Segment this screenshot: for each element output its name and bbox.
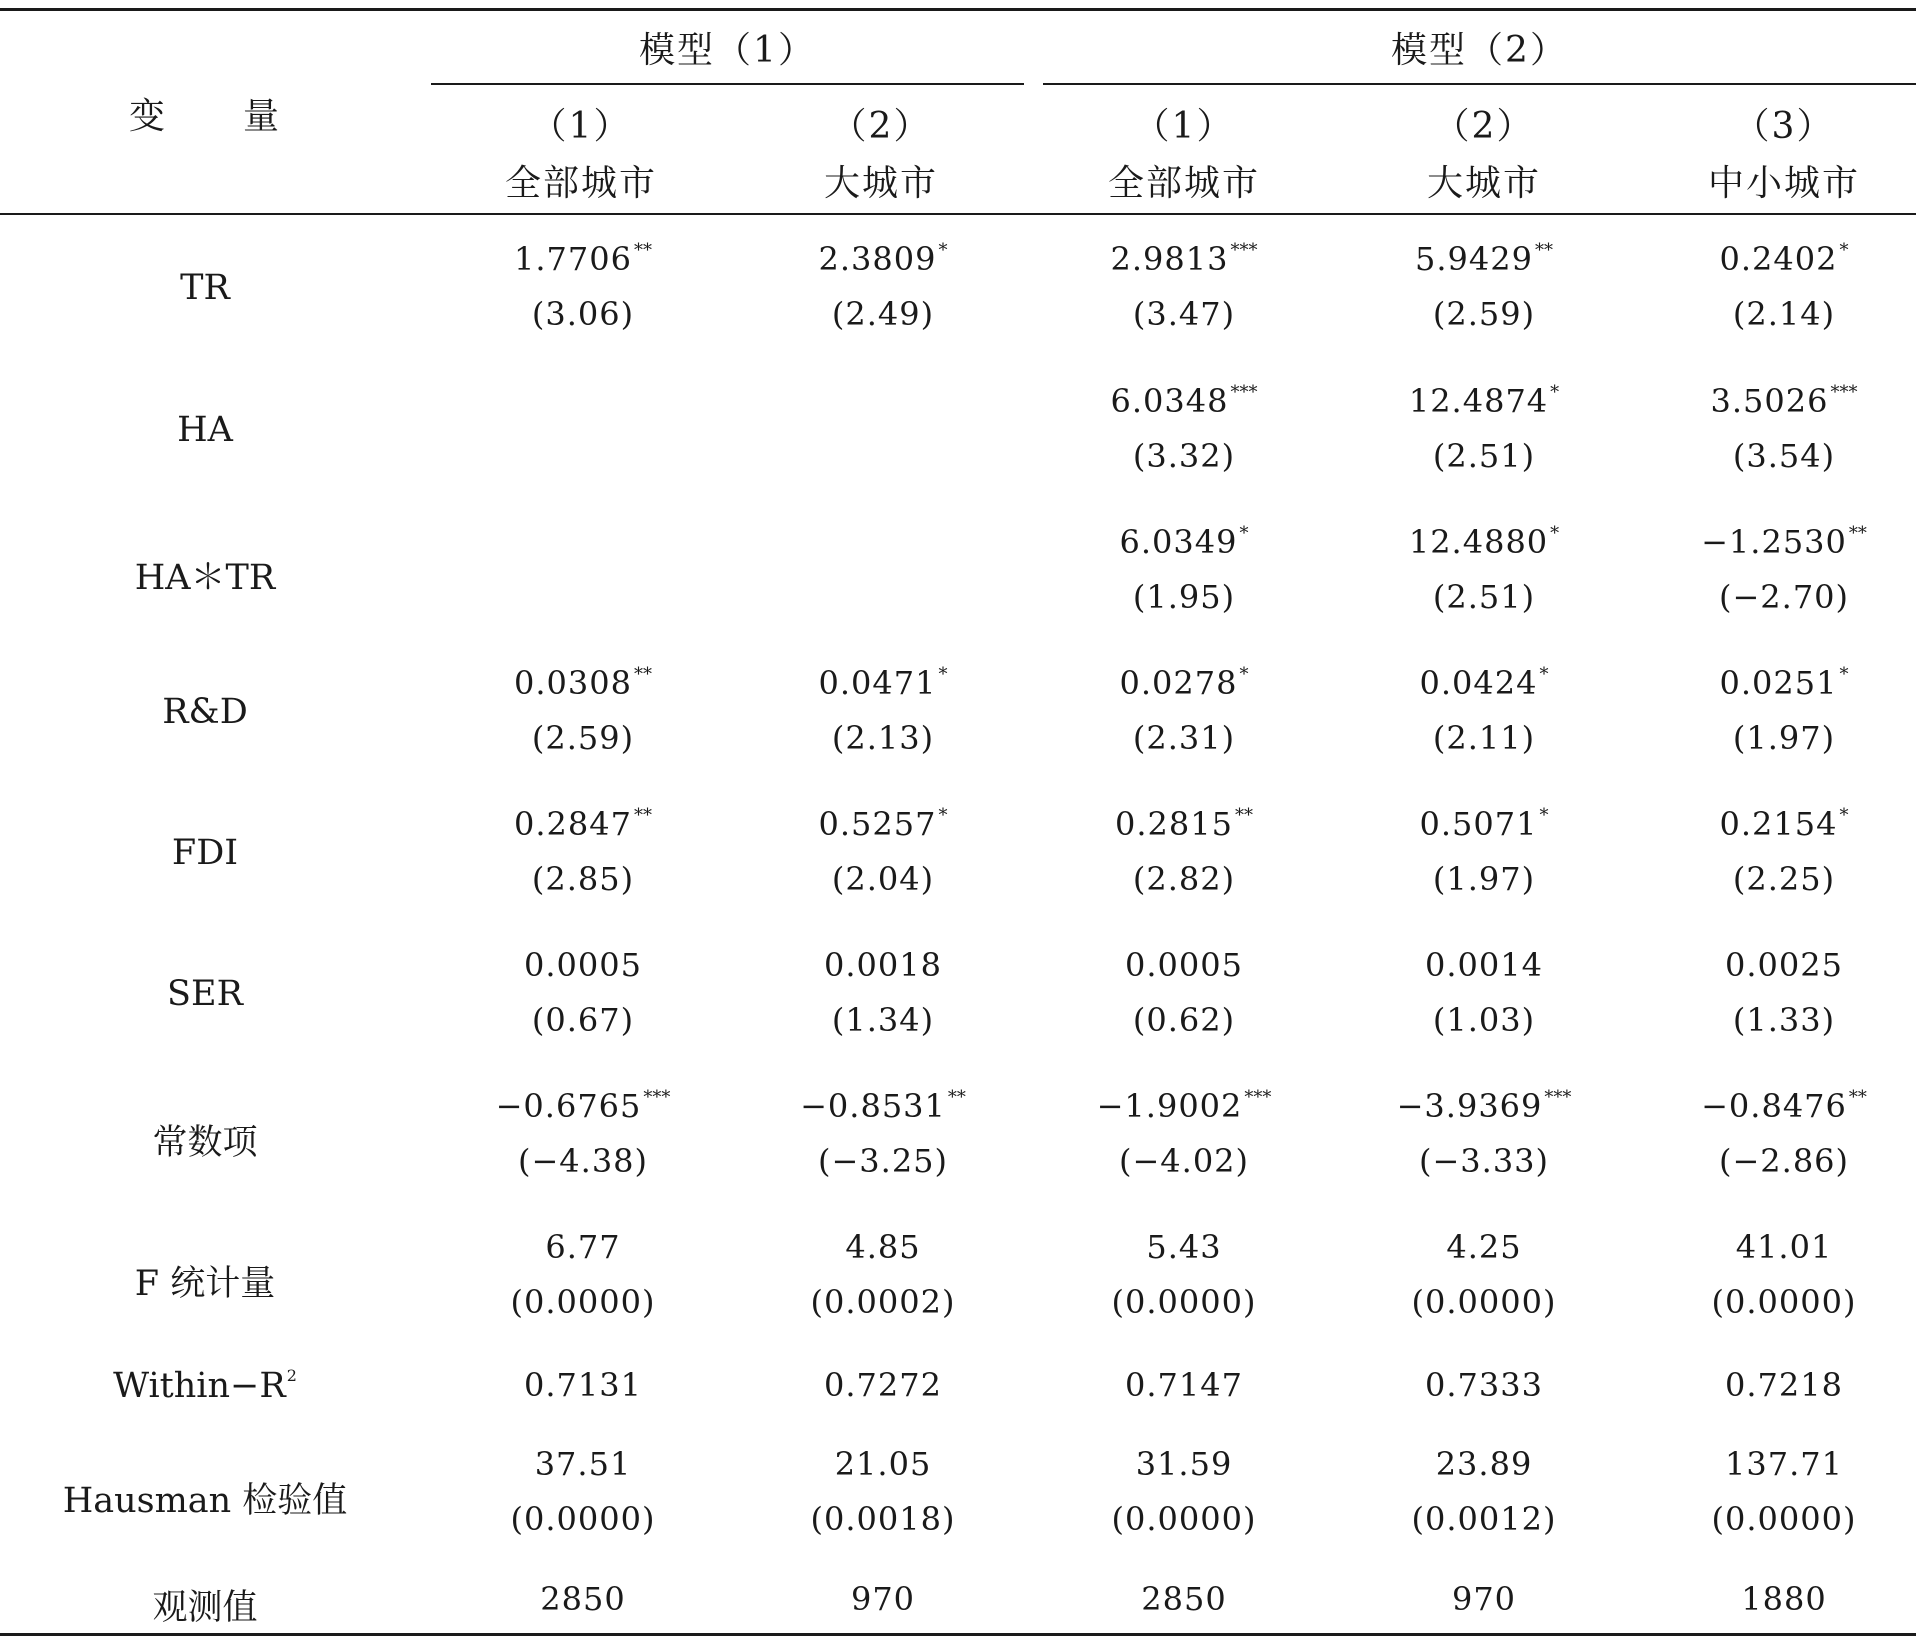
coefficient-number: 0.2847: [514, 805, 632, 843]
significance-stars: *: [1539, 664, 1549, 685]
column-name: 大城市: [1426, 163, 1541, 204]
coefficient-number: −3.9369: [1396, 1087, 1543, 1125]
coefficient-number: 0.7218: [1725, 1366, 1843, 1404]
coefficient-value: [733, 1580, 1033, 1618]
coefficient-value: [1634, 523, 1916, 561]
coefficient-value: [1334, 1580, 1634, 1618]
test-statistic: (2.04): [831, 860, 935, 898]
significance-stars: ***: [1830, 382, 1858, 403]
test-statistic: (0.0000): [1711, 1500, 1857, 1538]
coefficient-value: [1634, 1580, 1916, 1618]
test-statistic: (−3.25): [817, 1142, 949, 1180]
coefficient-value: [733, 1087, 1033, 1125]
column-number: （1）: [530, 106, 632, 147]
coefficient-number: −1.9002: [1096, 1087, 1243, 1125]
coefficient-value: [733, 240, 1033, 278]
coefficient-value: [1634, 805, 1916, 843]
coefficient-number: 1880: [1741, 1580, 1827, 1618]
coefficient-number: 4.25: [1446, 1228, 1522, 1266]
variable-name: HA: [177, 410, 233, 450]
test-statistic: (−3.33): [1418, 1142, 1550, 1180]
coefficient-value: [1634, 1087, 1916, 1125]
test-statistic: (1.97): [1432, 860, 1536, 898]
test-statistic: (3.32): [1132, 437, 1236, 475]
model-2-group-rule: [1043, 83, 1916, 85]
coefficient-number: 4.85: [845, 1228, 921, 1266]
test-statistic: (2.49): [831, 295, 935, 333]
coefficient-value: [733, 1366, 1033, 1404]
coefficient-value: [1034, 1087, 1334, 1125]
column-number: （3）: [1733, 106, 1835, 147]
coefficient-number: 0.2154: [1719, 805, 1838, 843]
significance-stars: ***: [643, 1087, 671, 1108]
coefficient-number: 0.0005: [524, 946, 642, 984]
coefficient-number: 137.71: [1725, 1445, 1843, 1483]
coefficient-value: [1334, 805, 1634, 843]
coefficient-number: 5.9429: [1415, 240, 1533, 278]
variable-label: [0, 268, 410, 308]
coefficient-value: [1034, 1580, 1334, 1618]
test-statistic: (0.0000): [1411, 1283, 1557, 1321]
coefficient-number: −0.8476: [1701, 1087, 1847, 1125]
coefficient-number: 2850: [540, 1580, 626, 1618]
coefficient-value: [733, 946, 1033, 984]
significance-stars: *: [938, 240, 948, 261]
test-statistic: (2.14): [1732, 295, 1836, 333]
coefficient-number: 970: [1451, 1580, 1517, 1618]
test-statistic: (3.06): [531, 295, 635, 333]
test-statistic: (2.11): [1432, 719, 1536, 757]
coefficient-number: 0.7131: [524, 1366, 642, 1404]
coefficient-value: [1634, 382, 1916, 420]
variable-name: TR: [180, 268, 230, 308]
significance-stars: *: [1839, 664, 1849, 685]
variable-name: F 统计量: [134, 1264, 276, 1304]
coefficient-number: 0.2815: [1115, 805, 1233, 843]
test-statistic: (2.59): [531, 719, 635, 757]
coefficient-value: [433, 1445, 733, 1483]
coefficient-number: 2.3809: [818, 240, 937, 278]
significance-stars: *: [1239, 664, 1249, 685]
coefficient-number: 5.43: [1146, 1228, 1222, 1266]
coefficient-number: 2.9813: [1110, 240, 1229, 278]
coefficient-number: 0.5257: [818, 805, 937, 843]
coefficient-number: 970: [850, 1580, 916, 1618]
coefficient-value: [733, 664, 1033, 702]
coefficient-value: [1034, 523, 1334, 561]
coefficient-value: [1334, 1445, 1634, 1483]
significance-stars: **: [633, 664, 652, 685]
coefficient-value: [433, 240, 733, 278]
coefficient-number: 31.59: [1135, 1445, 1233, 1483]
coefficient-value: [1334, 523, 1634, 561]
variable-label: [0, 1115, 410, 1165]
coefficient-value: [433, 946, 733, 984]
test-statistic: (0.0018): [810, 1500, 956, 1538]
significance-stars: **: [633, 805, 652, 826]
coefficient-value: [433, 1366, 733, 1404]
coefficient-number: 0.7147: [1125, 1366, 1243, 1404]
model-1-group-rule: [431, 83, 1024, 85]
coefficient-value: [433, 664, 733, 702]
variable-name: SER: [167, 974, 243, 1014]
coefficient-number: 0.0018: [824, 946, 942, 984]
header-bottom-rule: [0, 213, 1916, 215]
significance-stars: **: [1534, 240, 1553, 261]
coefficient-number: 41.01: [1735, 1228, 1833, 1266]
significance-stars: ***: [1544, 1087, 1572, 1108]
test-statistic: (0.67): [531, 1001, 635, 1039]
test-statistic: (1.34): [831, 1001, 935, 1039]
column-name: 全部城市: [1107, 163, 1260, 204]
coefficient-value: [1334, 1366, 1634, 1404]
significance-stars: *: [1839, 240, 1849, 261]
test-statistic: (−2.70): [1718, 578, 1850, 616]
test-statistic: (2.82): [1132, 860, 1236, 898]
coefficient-value: [733, 1445, 1033, 1483]
significance-stars: *: [1839, 805, 1849, 826]
coefficient-number: 0.0424: [1419, 664, 1538, 702]
significance-stars: *: [1239, 523, 1249, 544]
test-statistic: (0.0000): [1711, 1283, 1857, 1321]
coefficient-number: −0.6765: [495, 1087, 642, 1125]
coefficient-number: −0.8531: [800, 1087, 946, 1125]
coefficient-number: 6.0349: [1119, 523, 1238, 561]
coefficient-number: −1.2530: [1701, 523, 1847, 561]
table-top-rule: [0, 8, 1916, 11]
coefficient-number: 21.05: [834, 1445, 932, 1483]
coefficient-number: 0.7272: [824, 1366, 942, 1404]
coefficient-number: 2850: [1141, 1580, 1227, 1618]
test-statistic: (1.95): [1132, 578, 1236, 616]
test-statistic: (0.0012): [1411, 1500, 1557, 1538]
test-statistic: (0.0002): [810, 1283, 956, 1321]
column-number: （1）: [1133, 106, 1235, 147]
coefficient-number: 12.4880: [1408, 523, 1549, 561]
significance-stars: **: [1848, 1087, 1867, 1108]
variable-label: [0, 1473, 410, 1523]
test-statistic: (3.54): [1732, 437, 1836, 475]
coefficient-value: [1034, 664, 1334, 702]
significance-stars: *: [1550, 523, 1560, 544]
variable-name: 常数项: [152, 1123, 258, 1163]
model-2-group-header: 模型（2）: [1391, 30, 1568, 71]
coefficient-number: 0.0308: [514, 664, 632, 702]
test-statistic: (2.51): [1432, 437, 1536, 475]
coefficient-value: [1334, 1087, 1634, 1125]
significance-stars: *: [938, 805, 948, 826]
coefficient-number: 0.5071: [1419, 805, 1538, 843]
coefficient-value: [1034, 1445, 1334, 1483]
significance-stars: ***: [1230, 382, 1258, 403]
coefficient-number: 6.77: [545, 1228, 621, 1266]
coefficient-number: 6.0348: [1110, 382, 1229, 420]
test-statistic: (2.85): [531, 860, 635, 898]
significance-stars: *: [938, 664, 948, 685]
coefficient-value: [1334, 664, 1634, 702]
variable-label: [0, 974, 410, 1014]
variable-name: R&D: [162, 692, 248, 732]
significance-stars: **: [947, 1087, 966, 1108]
test-statistic: (2.13): [831, 719, 935, 757]
test-statistic: (3.47): [1132, 295, 1236, 333]
coefficient-value: [1034, 1366, 1334, 1404]
coefficient-number: 1.7706: [514, 240, 632, 278]
coefficient-number: 0.0005: [1125, 946, 1243, 984]
coefficient-value: [1634, 240, 1916, 278]
variable-name: Hausman 检验值: [62, 1481, 348, 1521]
test-statistic: (2.51): [1432, 578, 1536, 616]
column-name: 中小城市: [1707, 163, 1860, 204]
variable-column-header: 变 量: [128, 96, 281, 137]
test-statistic: (−2.86): [1718, 1142, 1850, 1180]
test-statistic: (2.31): [1132, 719, 1236, 757]
coefficient-number: 0.0251: [1719, 664, 1838, 702]
coefficient-value: [1634, 1228, 1916, 1266]
test-statistic: (1.33): [1732, 1001, 1836, 1039]
variable-name: HA＊TR: [134, 558, 276, 598]
significance-stars: **: [1234, 805, 1253, 826]
coefficient-number: 23.89: [1435, 1445, 1533, 1483]
significance-stars: **: [1848, 523, 1867, 544]
test-statistic: (−4.38): [517, 1142, 649, 1180]
test-statistic: (−4.02): [1118, 1142, 1250, 1180]
column-name: 大城市: [823, 163, 938, 204]
variable-label: [0, 1580, 410, 1630]
significance-stars: *: [1539, 805, 1549, 826]
coefficient-value: [433, 1087, 733, 1125]
coefficient-value: [1334, 240, 1634, 278]
coefficient-value: [433, 1580, 733, 1618]
coefficient-number: 0.0025: [1725, 946, 1843, 984]
test-statistic: (1.03): [1432, 1001, 1536, 1039]
coefficient-value: [1334, 382, 1634, 420]
coefficient-value: [1634, 946, 1916, 984]
coefficient-value: [1634, 1366, 1916, 1404]
variable-label: [0, 1366, 410, 1406]
variable-name: 观测值: [152, 1588, 258, 1628]
test-statistic: (0.0000): [1111, 1283, 1257, 1321]
test-statistic: (0.0000): [510, 1500, 656, 1538]
coefficient-number: 0.7333: [1425, 1366, 1543, 1404]
column-name: 全部城市: [504, 163, 657, 204]
variable-label: [0, 550, 410, 600]
variable-name: FDI: [171, 833, 239, 873]
table-bottom-rule: [0, 1633, 1916, 1636]
significance-stars: *: [1550, 382, 1560, 403]
test-statistic: (2.25): [1732, 860, 1836, 898]
coefficient-value: [433, 1228, 733, 1266]
coefficient-value: [733, 1228, 1033, 1266]
column-number: （2）: [1433, 106, 1535, 147]
significance-stars: ***: [1230, 240, 1258, 261]
coefficient-value: [433, 805, 733, 843]
test-statistic: (0.0000): [1111, 1500, 1257, 1538]
coefficient-value: [1634, 1445, 1916, 1483]
coefficient-value: [1334, 946, 1634, 984]
variable-label: [0, 410, 410, 450]
coefficient-value: [1034, 946, 1334, 984]
coefficient-value: [1034, 240, 1334, 278]
variable-label: [0, 1256, 410, 1306]
coefficient-number: 3.5026: [1710, 382, 1829, 420]
coefficient-value: [1334, 1228, 1634, 1266]
test-statistic: (0.0000): [510, 1283, 656, 1321]
coefficient-number: 37.51: [534, 1445, 632, 1483]
coefficient-number: 0.0278: [1119, 664, 1238, 702]
variable-superscript: 2: [286, 1366, 297, 1385]
significance-stars: **: [633, 240, 652, 261]
test-statistic: (1.97): [1732, 719, 1836, 757]
variable-label: [0, 692, 410, 732]
model-1-group-header: 模型（1）: [639, 30, 816, 71]
coefficient-number: 0.0471: [818, 664, 937, 702]
test-statistic: (0.62): [1132, 1001, 1236, 1039]
variable-name: Within−R: [113, 1366, 286, 1406]
coefficient-value: [1034, 805, 1334, 843]
coefficient-number: 0.0014: [1425, 946, 1543, 984]
variable-label: [0, 833, 410, 873]
test-statistic: (2.59): [1432, 295, 1536, 333]
coefficient-value: [1034, 382, 1334, 420]
coefficient-value: [1034, 1228, 1334, 1266]
coefficient-value: [733, 805, 1033, 843]
coefficient-number: 12.4874: [1408, 382, 1549, 420]
coefficient-number: 0.2402: [1719, 240, 1838, 278]
significance-stars: ***: [1244, 1087, 1272, 1108]
coefficient-value: [1634, 664, 1916, 702]
column-number: （2）: [830, 106, 932, 147]
